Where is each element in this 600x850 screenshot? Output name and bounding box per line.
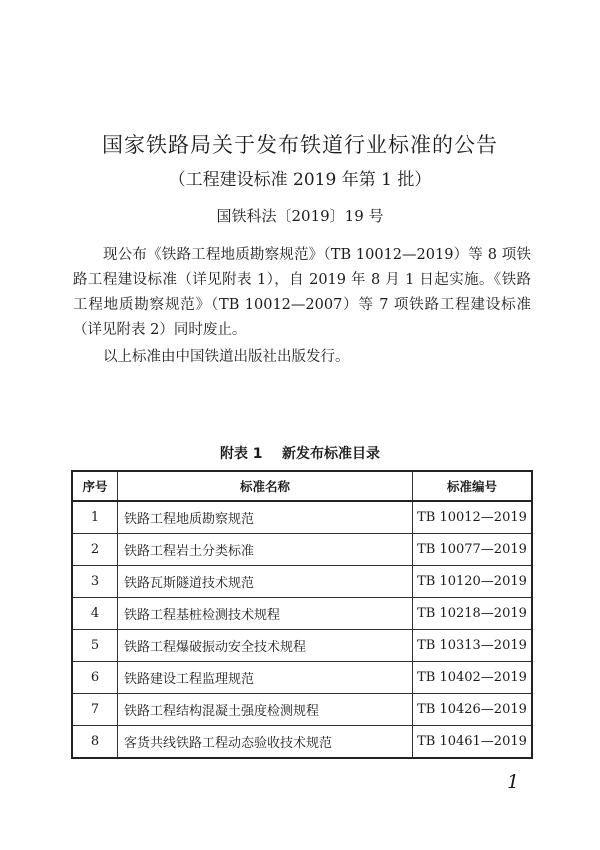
- row-code: TB 10120—2019: [413, 566, 533, 598]
- row-no: 4: [72, 598, 118, 630]
- table-row: [72, 662, 532, 694]
- row-name: 铁路工程岩土分类标准: [118, 534, 413, 566]
- row-code: TB 10218—2019: [413, 598, 533, 630]
- row-code: TB 10402—2019: [413, 662, 533, 694]
- announcement-subtitle: （工程建设标准 2019 年第 1 批）: [168, 170, 432, 190]
- table-row: [72, 566, 532, 598]
- announcement-title: 国家铁路局关于发布铁道行业标准的公告: [102, 133, 498, 157]
- body-paragraph-2: 以上标准由中国铁道出版社出版发行。: [103, 349, 350, 365]
- row-code: TB 10426—2019: [413, 694, 533, 726]
- row-code: TB 10461—2019: [413, 726, 533, 759]
- standards-table: [71, 470, 533, 759]
- row-code: TB 10313—2019: [413, 630, 533, 662]
- document-number: 国铁科法〔2019〕19 号: [216, 207, 384, 225]
- header-name: 标准名称: [118, 471, 413, 501]
- header-code: 标准编号: [413, 471, 533, 501]
- row-no: 5: [72, 630, 118, 662]
- table-row: [72, 630, 532, 662]
- row-name: 客货共线铁路工程动态验收技术规范: [118, 726, 413, 759]
- row-name: 铁路工程基桩检测技术规程: [118, 598, 413, 630]
- table-row: [72, 598, 532, 630]
- row-name: 铁路工程地质勘察规范: [118, 501, 413, 534]
- table-header-row: [72, 471, 532, 501]
- row-name: 铁路工程爆破振动安全技术规程: [118, 630, 413, 662]
- body-paragraph-1: 现公布《铁路工程地质勘察规范》（TB 10012—2019）等 8 项铁路工程建设标准（详见附表 1），自 2019 年 8 月 1 日起实施。《铁路工程地质勘察规范》（TB 10012—2007）等 7 项铁路工程建设标准（详见附表 2）同时废止。: [73, 247, 531, 338]
- row-name: 铁路瓦斯隧道技术规范: [118, 566, 413, 598]
- row-no: 7: [72, 694, 118, 726]
- row-no: 3: [72, 566, 118, 598]
- row-code: TB 10012—2019: [413, 501, 533, 534]
- row-no: 1: [72, 501, 118, 534]
- table-caption: 附表 1 新发布标准目录: [219, 446, 381, 462]
- row-no: 6: [72, 662, 118, 694]
- row-no: 8: [72, 726, 118, 759]
- table-row: [72, 726, 532, 759]
- row-code: TB 10077—2019: [413, 534, 533, 566]
- row-no: 2: [72, 534, 118, 566]
- table-row: [72, 534, 532, 566]
- header-no: 序号: [72, 471, 118, 501]
- row-name: 铁路工程结构混凝土强度检测规程: [118, 694, 413, 726]
- table-row: [72, 694, 532, 726]
- row-name: 铁路建设工程监理规范: [118, 662, 413, 694]
- table-row: [72, 501, 532, 534]
- page-number: 1: [507, 771, 520, 793]
